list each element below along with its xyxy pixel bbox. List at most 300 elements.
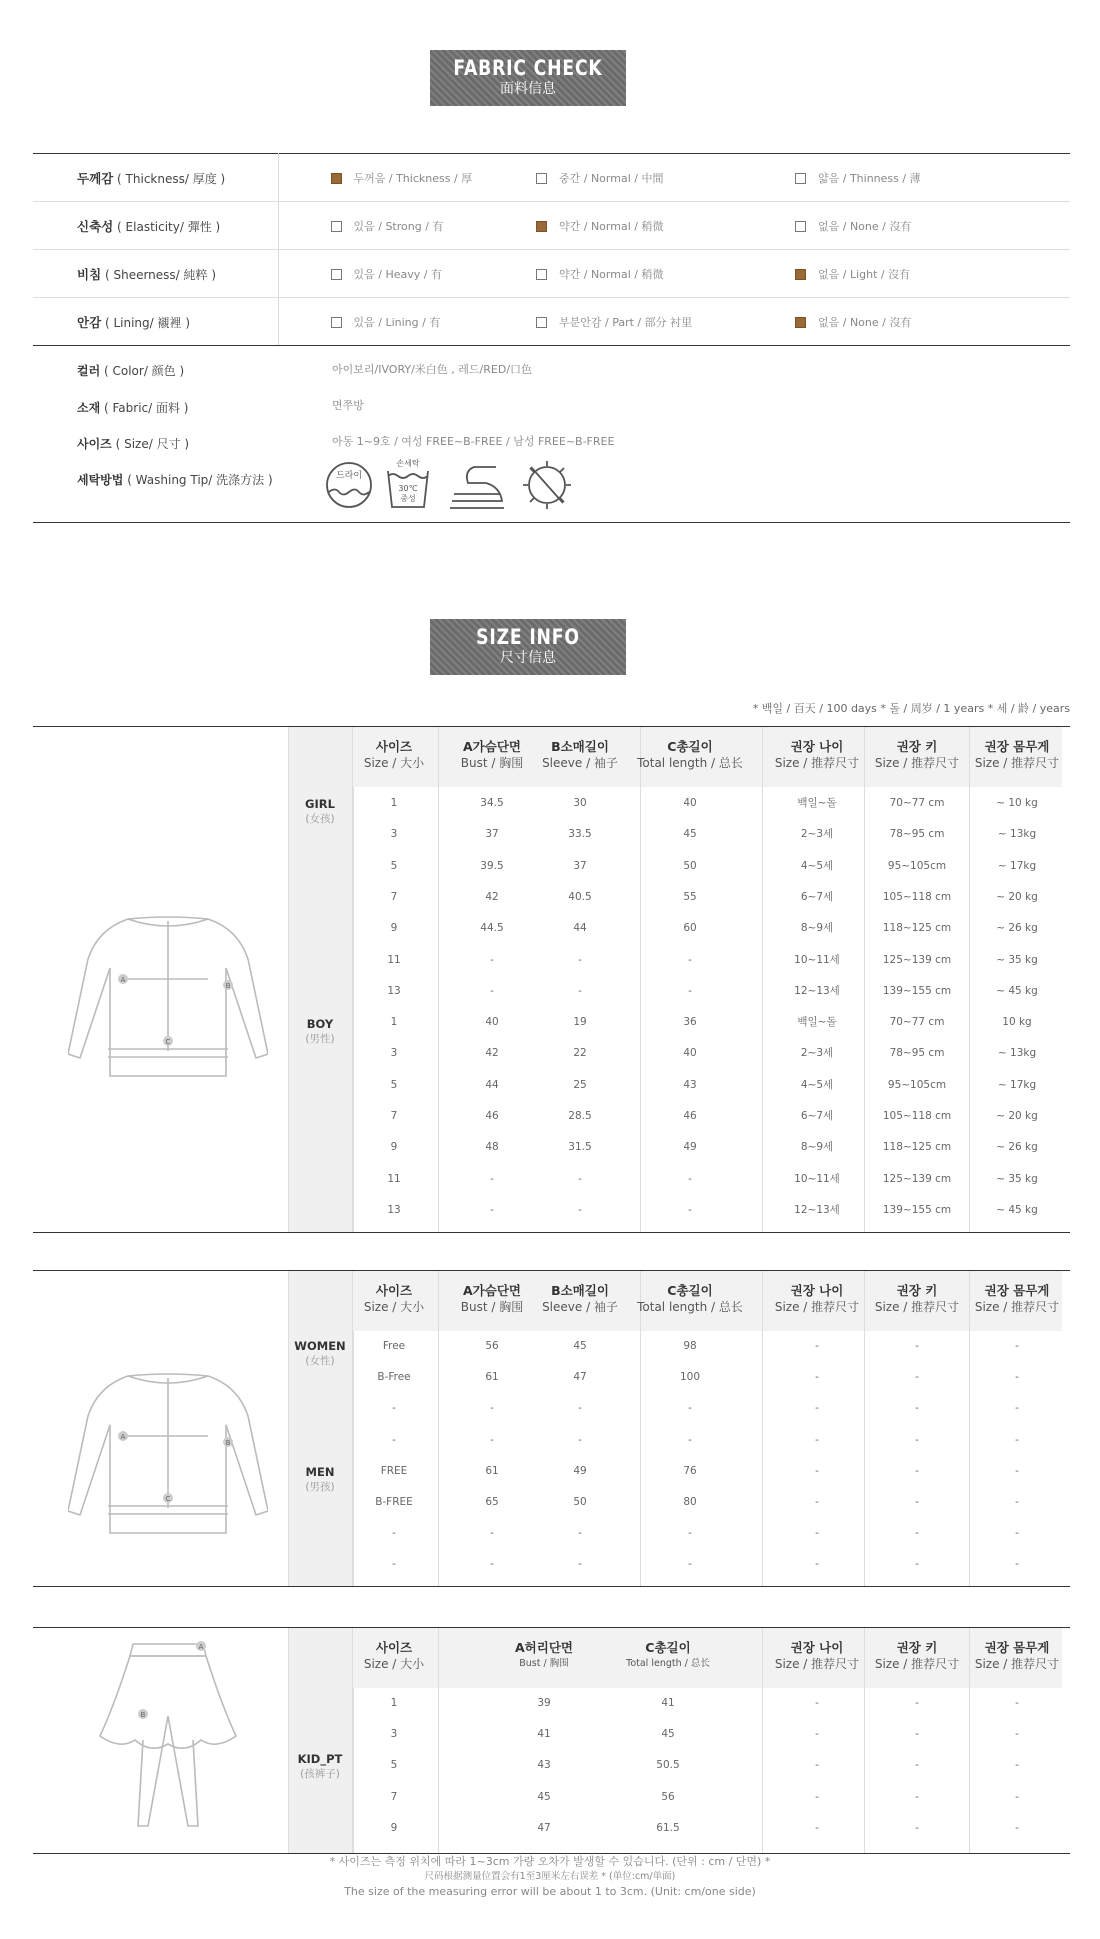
table-cell: 31.5 (568, 1141, 592, 1154)
table-cell: ~ 35 kg (996, 1172, 1038, 1185)
table-cell: - (688, 1558, 692, 1571)
fabric-option (536, 202, 795, 250)
column-header-ko: A가슴단면 (463, 1283, 521, 1298)
table-cell: 49 (573, 1464, 587, 1477)
table-cell: 30 (573, 797, 587, 809)
group-name: WOMEN (294, 1339, 346, 1353)
fabric-value: 면쭈방 (332, 399, 364, 412)
column-header (484, 1640, 604, 1672)
checkbox (331, 221, 342, 232)
table-cell: - (1015, 1790, 1019, 1803)
table-cell: - (1015, 1759, 1019, 1772)
column-header-ko: B소매길이 (551, 1283, 609, 1298)
fabric-row-label: 신축성 ( Elasticity/ 彈性 ) (33, 202, 278, 250)
table-cell: FREE (380, 1464, 408, 1477)
fabric-option-text: 얇음 / Thinness / 薄 (818, 171, 921, 185)
table-cell: ~ 45 kg (996, 1203, 1038, 1216)
fabric-option-text: 두꺼움 / Thickness / 厚 (353, 171, 473, 185)
table-cell: 50.5 (656, 1759, 680, 1772)
table-cell: - (392, 1558, 396, 1571)
table-cell: - (578, 1433, 582, 1446)
table-cell: 7 (390, 1790, 398, 1803)
column-header-sub: Bust / 胸围 (519, 1658, 569, 1669)
table-cell: 5 (390, 1759, 398, 1772)
product-info (33, 340, 1070, 523)
table-cell: 12~13세 (794, 984, 840, 997)
column-header-ko: 권장 몸무게 (984, 1283, 1050, 1298)
fabric-option-text: 있음 / Strong / 有 (353, 219, 444, 233)
wash-label: 세탁방법 ( Washing Tip/ 洗涤方法 ) (77, 473, 273, 487)
table-cell: - (490, 953, 494, 966)
table-cell: 2~3세 (800, 1047, 834, 1060)
table-cell: 9 (390, 922, 398, 935)
table-cell: - (915, 1433, 919, 1446)
banner-title: SIZE INFO (476, 625, 580, 649)
column-header-sub: Size / 推荐尺寸 (974, 756, 1060, 770)
fabric-row (33, 154, 1070, 202)
table-cell: 80 (683, 1496, 697, 1508)
column-header-ko: 권장 몸무게 (984, 739, 1050, 754)
column-header-sub: Size / 推荐尺寸 (974, 1657, 1060, 1671)
checkbox (331, 317, 342, 328)
fabric-row-label: 두께감 ( Thickness/ 厚度 ) (33, 154, 278, 202)
checkbox-checked (795, 269, 806, 280)
table-cell: 43 (683, 1078, 697, 1091)
column-header-ko: 사이즈 (375, 739, 413, 754)
fabric-option-text: 없음 / None / 沒有 (818, 315, 912, 329)
fabric-row-label: 비침 ( Sheerness/ 純粹 ) (33, 250, 278, 298)
table-cell: 44 (485, 1078, 499, 1091)
group-label (288, 1339, 352, 1368)
footnote-en: The size of the measuring error will be about 1 to 3cm. (Unit: cm/one side) (344, 1885, 756, 1898)
table-cell: 60 (683, 922, 697, 935)
table-cell: - (815, 1433, 819, 1446)
table-cell: - (490, 1527, 494, 1540)
fabric-option (795, 298, 1070, 346)
table-cell: 61 (485, 1464, 499, 1477)
table-cell: 11 (387, 1172, 401, 1185)
column-header (957, 739, 1077, 771)
table-cell: 46 (683, 1110, 697, 1122)
table-cell: 13 (387, 1203, 401, 1216)
column-header (334, 1640, 454, 1672)
fabric-check-banner (430, 50, 626, 106)
table-cell: 45 (661, 1728, 675, 1741)
column-header (520, 1283, 640, 1315)
table-cell: ~ 26 kg (996, 1141, 1038, 1154)
column-header-sub: Bust / 胸围 (460, 1300, 524, 1314)
group-name-zh: (女孩) (305, 813, 335, 825)
table-cell: 8~9세 (800, 1141, 834, 1154)
svg-text:30℃: 30℃ (398, 484, 418, 493)
dry-clean-icon (327, 463, 371, 507)
table-cell: - (688, 1402, 692, 1415)
table-cell: - (915, 1697, 919, 1709)
table-cell: 44.5 (480, 922, 504, 935)
table-cell: 42 (485, 890, 499, 903)
table-cell: 25 (573, 1078, 587, 1091)
column-header (520, 739, 640, 771)
top-garment-diagram (68, 1366, 268, 1536)
table-cell: ~ 17kg (997, 1078, 1037, 1091)
svg-text:B: B (225, 982, 231, 990)
table-cell: 56 (485, 1340, 499, 1352)
table-cell: - (815, 1728, 819, 1741)
adult-size-table (33, 1270, 1070, 1587)
table-cell: - (815, 1371, 819, 1384)
table-cell: B-Free (377, 1371, 411, 1384)
table-cell: - (915, 1728, 919, 1741)
column-header-ko: C총길이 (645, 1640, 691, 1655)
table-cell: - (815, 1821, 819, 1834)
table-cell: 40 (683, 797, 697, 809)
table-cell: - (815, 1464, 819, 1477)
table-cell: 41 (661, 1697, 675, 1709)
fabric-option-text: 없음 / Light / 沒有 (818, 267, 911, 281)
column-header-sub: Size / 推荐尺寸 (874, 1657, 960, 1671)
table-cell: 19 (573, 1016, 587, 1029)
kids-size-table (33, 726, 1070, 1233)
column-header-ko: C총길이 (667, 739, 713, 754)
column-header-ko: 권장 키 (896, 1283, 938, 1298)
table-cell: 50 (683, 859, 697, 872)
group-name: BOY (306, 1017, 334, 1031)
table-cell: ~ 20 kg (996, 890, 1038, 903)
table-cell: 49 (683, 1141, 697, 1154)
table-cell: 42 (485, 1047, 499, 1060)
table-cell: - (915, 1821, 919, 1834)
table-cell: 65 (485, 1496, 499, 1508)
checkbox (795, 173, 806, 184)
table-cell: 47 (537, 1821, 551, 1834)
fabric-option (278, 202, 536, 250)
column-header-ko: C총길이 (667, 1283, 713, 1298)
no-tumble-dry-icon (523, 461, 571, 509)
table-cell: - (1015, 1821, 1019, 1834)
table-cell: - (915, 1496, 919, 1508)
table-cell: 11 (387, 953, 401, 966)
table-cell: - (688, 984, 692, 997)
table-cell: - (1015, 1496, 1019, 1508)
group-label (288, 1465, 352, 1494)
table-cell: 3 (390, 1047, 398, 1060)
column-header (608, 1640, 728, 1672)
checkbox-checked (795, 317, 806, 328)
table-cell: - (815, 1402, 819, 1415)
column-header-ko: A허리단면 (515, 1640, 573, 1655)
table-cell: - (1015, 1558, 1019, 1571)
table-cell: 76 (683, 1464, 697, 1477)
table-cell: 22 (573, 1047, 587, 1060)
hand-wash-icon (388, 458, 428, 507)
table-cell: 10~11세 (794, 1172, 840, 1185)
table-cell: - (490, 1402, 494, 1415)
table-cell: 4~5세 (800, 1078, 834, 1091)
column-header-ko: B소매길이 (551, 739, 609, 754)
table-cell: 70~77 cm (889, 1016, 945, 1029)
banner-subtitle: 面料信息 (500, 81, 556, 97)
table-cell: 백일~돌 (797, 1016, 837, 1029)
table-cell: - (815, 1558, 819, 1571)
checkbox (536, 317, 547, 328)
table-cell: - (1015, 1464, 1019, 1477)
fabric-label: 소재 ( Fabric/ 面料 ) (77, 401, 189, 415)
washing-icons (322, 456, 592, 512)
table-cell: 98 (683, 1340, 697, 1352)
fabric-option (536, 154, 795, 202)
fabric-row (33, 250, 1070, 298)
table-cell: - (815, 1527, 819, 1540)
table-cell: 78~95 cm (889, 1047, 945, 1060)
column-header-ko: 권장 나이 (790, 1640, 844, 1655)
table-cell: 1 (390, 1697, 398, 1709)
pants-size-table (33, 1627, 1070, 1854)
size-footnote (0, 1854, 1100, 1899)
table-cell: 37 (573, 859, 587, 872)
checkbox-checked (331, 173, 342, 184)
table-cell: 50 (573, 1496, 587, 1508)
table-cell: - (915, 1558, 919, 1571)
table-cell: 45 (573, 1340, 587, 1352)
table-cell: 3 (390, 828, 398, 841)
fabric-option (795, 154, 1070, 202)
svg-text:드라이: 드라이 (335, 471, 363, 481)
table-cell: 48 (485, 1141, 499, 1154)
table-cell: - (915, 1464, 919, 1477)
table-cell: - (1015, 1728, 1019, 1741)
table-cell: 28.5 (568, 1110, 592, 1122)
table-cell: - (815, 1496, 819, 1508)
table-cell: 3 (390, 1728, 398, 1741)
checkbox (536, 269, 547, 280)
fabric-option-text: 없음 / None / 沒有 (818, 219, 912, 233)
table-cell: 백일~돌 (797, 797, 837, 809)
group-name: GIRL (305, 797, 335, 811)
column-header-sub: Total length / 总长 (637, 1300, 743, 1314)
table-cell: ~ 20 kg (996, 1110, 1038, 1122)
column-header-sub: Size / 推荐尺寸 (874, 756, 960, 770)
table-cell: - (915, 1759, 919, 1772)
table-cell: - (915, 1340, 919, 1352)
column-header-ko: 권장 나이 (790, 739, 844, 754)
table-cell: - (578, 1527, 582, 1540)
column-header (630, 739, 750, 771)
table-cell: - (1015, 1697, 1019, 1709)
column-header-ko: A가슴단면 (463, 739, 521, 754)
table-cell: 39.5 (480, 859, 504, 872)
svg-text:손세탁: 손세탁 (396, 459, 420, 468)
column-header-sub: Total length / 总长 (626, 1658, 710, 1669)
footnote-zh: 尺码根据测量位置会有1至3厘米左右误差 * (单位:cm/单面) (424, 1871, 676, 1882)
column-header-sub: Bust / 胸围 (460, 756, 524, 770)
svg-text:B: B (225, 1439, 231, 1447)
svg-text:중성: 중성 (400, 494, 416, 503)
table-cell: 10~11세 (794, 953, 840, 966)
table-cell: - (688, 1172, 692, 1185)
svg-text:C: C (165, 1495, 171, 1503)
group-name-zh: (孩裤子) (300, 1768, 340, 1780)
table-cell: 139~155 cm (882, 984, 952, 997)
table-cell: 45 (683, 828, 697, 841)
table-cell: 45 (537, 1790, 551, 1803)
fabric-option (536, 250, 795, 298)
fabric-option (278, 298, 536, 346)
svg-text:C: C (165, 1038, 171, 1046)
table-cell: ~ 13kg (997, 1047, 1037, 1060)
table-cell: - (915, 1402, 919, 1415)
table-cell: - (392, 1433, 396, 1446)
table-cell: 6~7세 (800, 890, 834, 903)
fabric-option-text: 중간 / Normal / 中間 (559, 171, 664, 185)
table-cell: 36 (683, 1016, 697, 1029)
table-cell: 40 (683, 1047, 697, 1060)
column-header-ko: 권장 키 (896, 739, 938, 754)
size-info-banner (430, 619, 626, 675)
table-cell: 10 kg (1002, 1016, 1032, 1029)
footnote-ko: * 사이즈는 측정 위치에 따라 1~3cm 가량 오차가 발생할 수 있습니다. (단위 : cm / 단면) * (329, 1855, 771, 1868)
column-header-sub: Size / 推荐尺寸 (774, 1657, 860, 1671)
column-header-ko: 권장 키 (896, 1640, 938, 1655)
pants-diagram (98, 1634, 238, 1834)
table-cell: - (688, 1527, 692, 1540)
top-garment-diagram (68, 909, 268, 1079)
checkbox (536, 173, 547, 184)
table-cell: 9 (390, 1141, 398, 1154)
table-cell: - (490, 1558, 494, 1571)
table-cell: ~ 13kg (997, 828, 1037, 841)
fabric-row (33, 202, 1070, 250)
table-cell: 95~105cm (887, 859, 947, 872)
column-header-ko: 권장 나이 (790, 1283, 844, 1298)
table-cell: 12~13세 (794, 1203, 840, 1216)
column-header-sub: Total length / 总长 (637, 756, 743, 770)
table-cell: - (1015, 1371, 1019, 1384)
table-cell: - (490, 1172, 494, 1185)
column-header-ko: 권장 몸무게 (984, 1640, 1050, 1655)
table-cell: 125~139 cm (882, 953, 952, 966)
table-cell: - (688, 1203, 692, 1216)
table-cell: 118~125 cm (882, 922, 952, 935)
table-cell: 55 (683, 890, 697, 903)
column-header-sub: Size / 推荐尺寸 (774, 1300, 860, 1314)
table-cell: 13 (387, 984, 401, 997)
table-cell: ~ 10 kg (996, 797, 1038, 809)
table-cell: 46 (485, 1110, 499, 1122)
fabric-option (795, 250, 1070, 298)
column-header (957, 1283, 1077, 1315)
table-cell: - (815, 1790, 819, 1803)
table-cell: 56 (661, 1790, 675, 1803)
column-header-ko: 사이즈 (375, 1283, 413, 1298)
table-cell: 40 (485, 1016, 499, 1029)
fabric-option-text: 부분안감 / Part / 部分 衬里 (559, 315, 693, 329)
table-cell: - (392, 1527, 396, 1540)
fabric-option (795, 202, 1070, 250)
table-cell: - (915, 1527, 919, 1540)
table-cell: 105~118 cm (882, 1110, 952, 1122)
table-cell: - (490, 1203, 494, 1216)
column-header-sub: Sleeve / 袖子 (542, 756, 618, 770)
table-cell: - (578, 1558, 582, 1571)
table-cell: 2~3세 (800, 828, 834, 841)
column-header-sub: Size / 推荐尺寸 (874, 1300, 960, 1314)
column-header-ko: 사이즈 (375, 1640, 413, 1655)
column-header-sub: Sleeve / 袖子 (542, 1300, 618, 1314)
svg-text:B: B (140, 1711, 146, 1719)
table-cell: Free (382, 1340, 406, 1352)
table-cell: 34.5 (480, 797, 504, 809)
table-cell: 5 (390, 1078, 398, 1091)
table-cell: - (1015, 1433, 1019, 1446)
table-cell: 5 (390, 859, 398, 872)
table-cell: 37 (485, 828, 499, 841)
table-cell: 41 (537, 1728, 551, 1741)
table-cell: 47 (573, 1371, 587, 1384)
table-cell: ~ 26 kg (996, 922, 1038, 935)
fabric-option (536, 298, 795, 346)
column-header-sub: Size / 大小 (363, 1300, 425, 1314)
table-cell: 33.5 (568, 828, 592, 841)
group-name: MEN (305, 1465, 335, 1479)
table-cell: 61.5 (656, 1821, 680, 1834)
group-name-zh: (女性) (305, 1355, 335, 1367)
table-cell: 6~7세 (800, 1110, 834, 1122)
fabric-row-label: 안감 ( Lining/ 襯裡 ) (33, 298, 278, 346)
table-cell: B-FREE (375, 1496, 413, 1508)
group-label (288, 797, 352, 826)
table-cell: ~ 17kg (997, 859, 1037, 872)
column-header-sub: Size / 大小 (363, 1657, 425, 1671)
fabric-row (33, 298, 1070, 346)
table-cell: - (1015, 1402, 1019, 1415)
table-cell: ~ 45 kg (996, 984, 1038, 997)
table-cell: 43 (537, 1759, 551, 1772)
table-cell: - (392, 1402, 396, 1415)
group-label (288, 1752, 352, 1781)
table-cell: - (1015, 1527, 1019, 1540)
size-value: 아동 1~9호 / 여성 FREE~B-FREE / 남성 FREE~B-FREE (332, 435, 615, 448)
table-cell: 9 (390, 1821, 398, 1834)
table-cell: 125~139 cm (882, 1172, 952, 1185)
svg-text:A: A (120, 976, 126, 984)
table-cell: - (490, 1433, 494, 1446)
column-header-sub: Size / 推荐尺寸 (974, 1300, 1060, 1314)
table-cell: 61 (485, 1371, 499, 1384)
group-name-zh: (男孩) (305, 1481, 335, 1493)
svg-text:A: A (198, 1643, 204, 1651)
fabric-option-text: 약간 / Normal / 稍微 (559, 219, 664, 233)
table-cell: - (578, 1203, 582, 1216)
table-cell: - (578, 1402, 582, 1415)
table-cell: 44 (573, 922, 587, 935)
color-value: 아이보리/IVORY/米白色 , 레드/RED/口色 (332, 363, 533, 376)
table-cell: 1 (390, 797, 398, 809)
table-cell: 7 (390, 1110, 398, 1122)
table-cell: - (1015, 1340, 1019, 1352)
group-name: KID_PT (297, 1752, 343, 1766)
table-cell: 39 (537, 1697, 551, 1709)
column-header-sub: Size / 推荐尺寸 (774, 756, 860, 770)
color-label: 컬러 ( Color/ 颜色 ) (77, 364, 185, 378)
checkbox-checked (536, 221, 547, 232)
table-cell: - (815, 1759, 819, 1772)
fabric-option-text: 약간 / Normal / 稍微 (559, 267, 664, 281)
fabric-option (278, 154, 536, 202)
table-cell: 4~5세 (800, 859, 834, 872)
table-cell: - (688, 1433, 692, 1446)
size-notes: * 백일 / 百天 / 100 days * 돌 / 周岁 / 1 years * 세 / 龄 / years (752, 702, 1070, 715)
table-cell: - (578, 953, 582, 966)
